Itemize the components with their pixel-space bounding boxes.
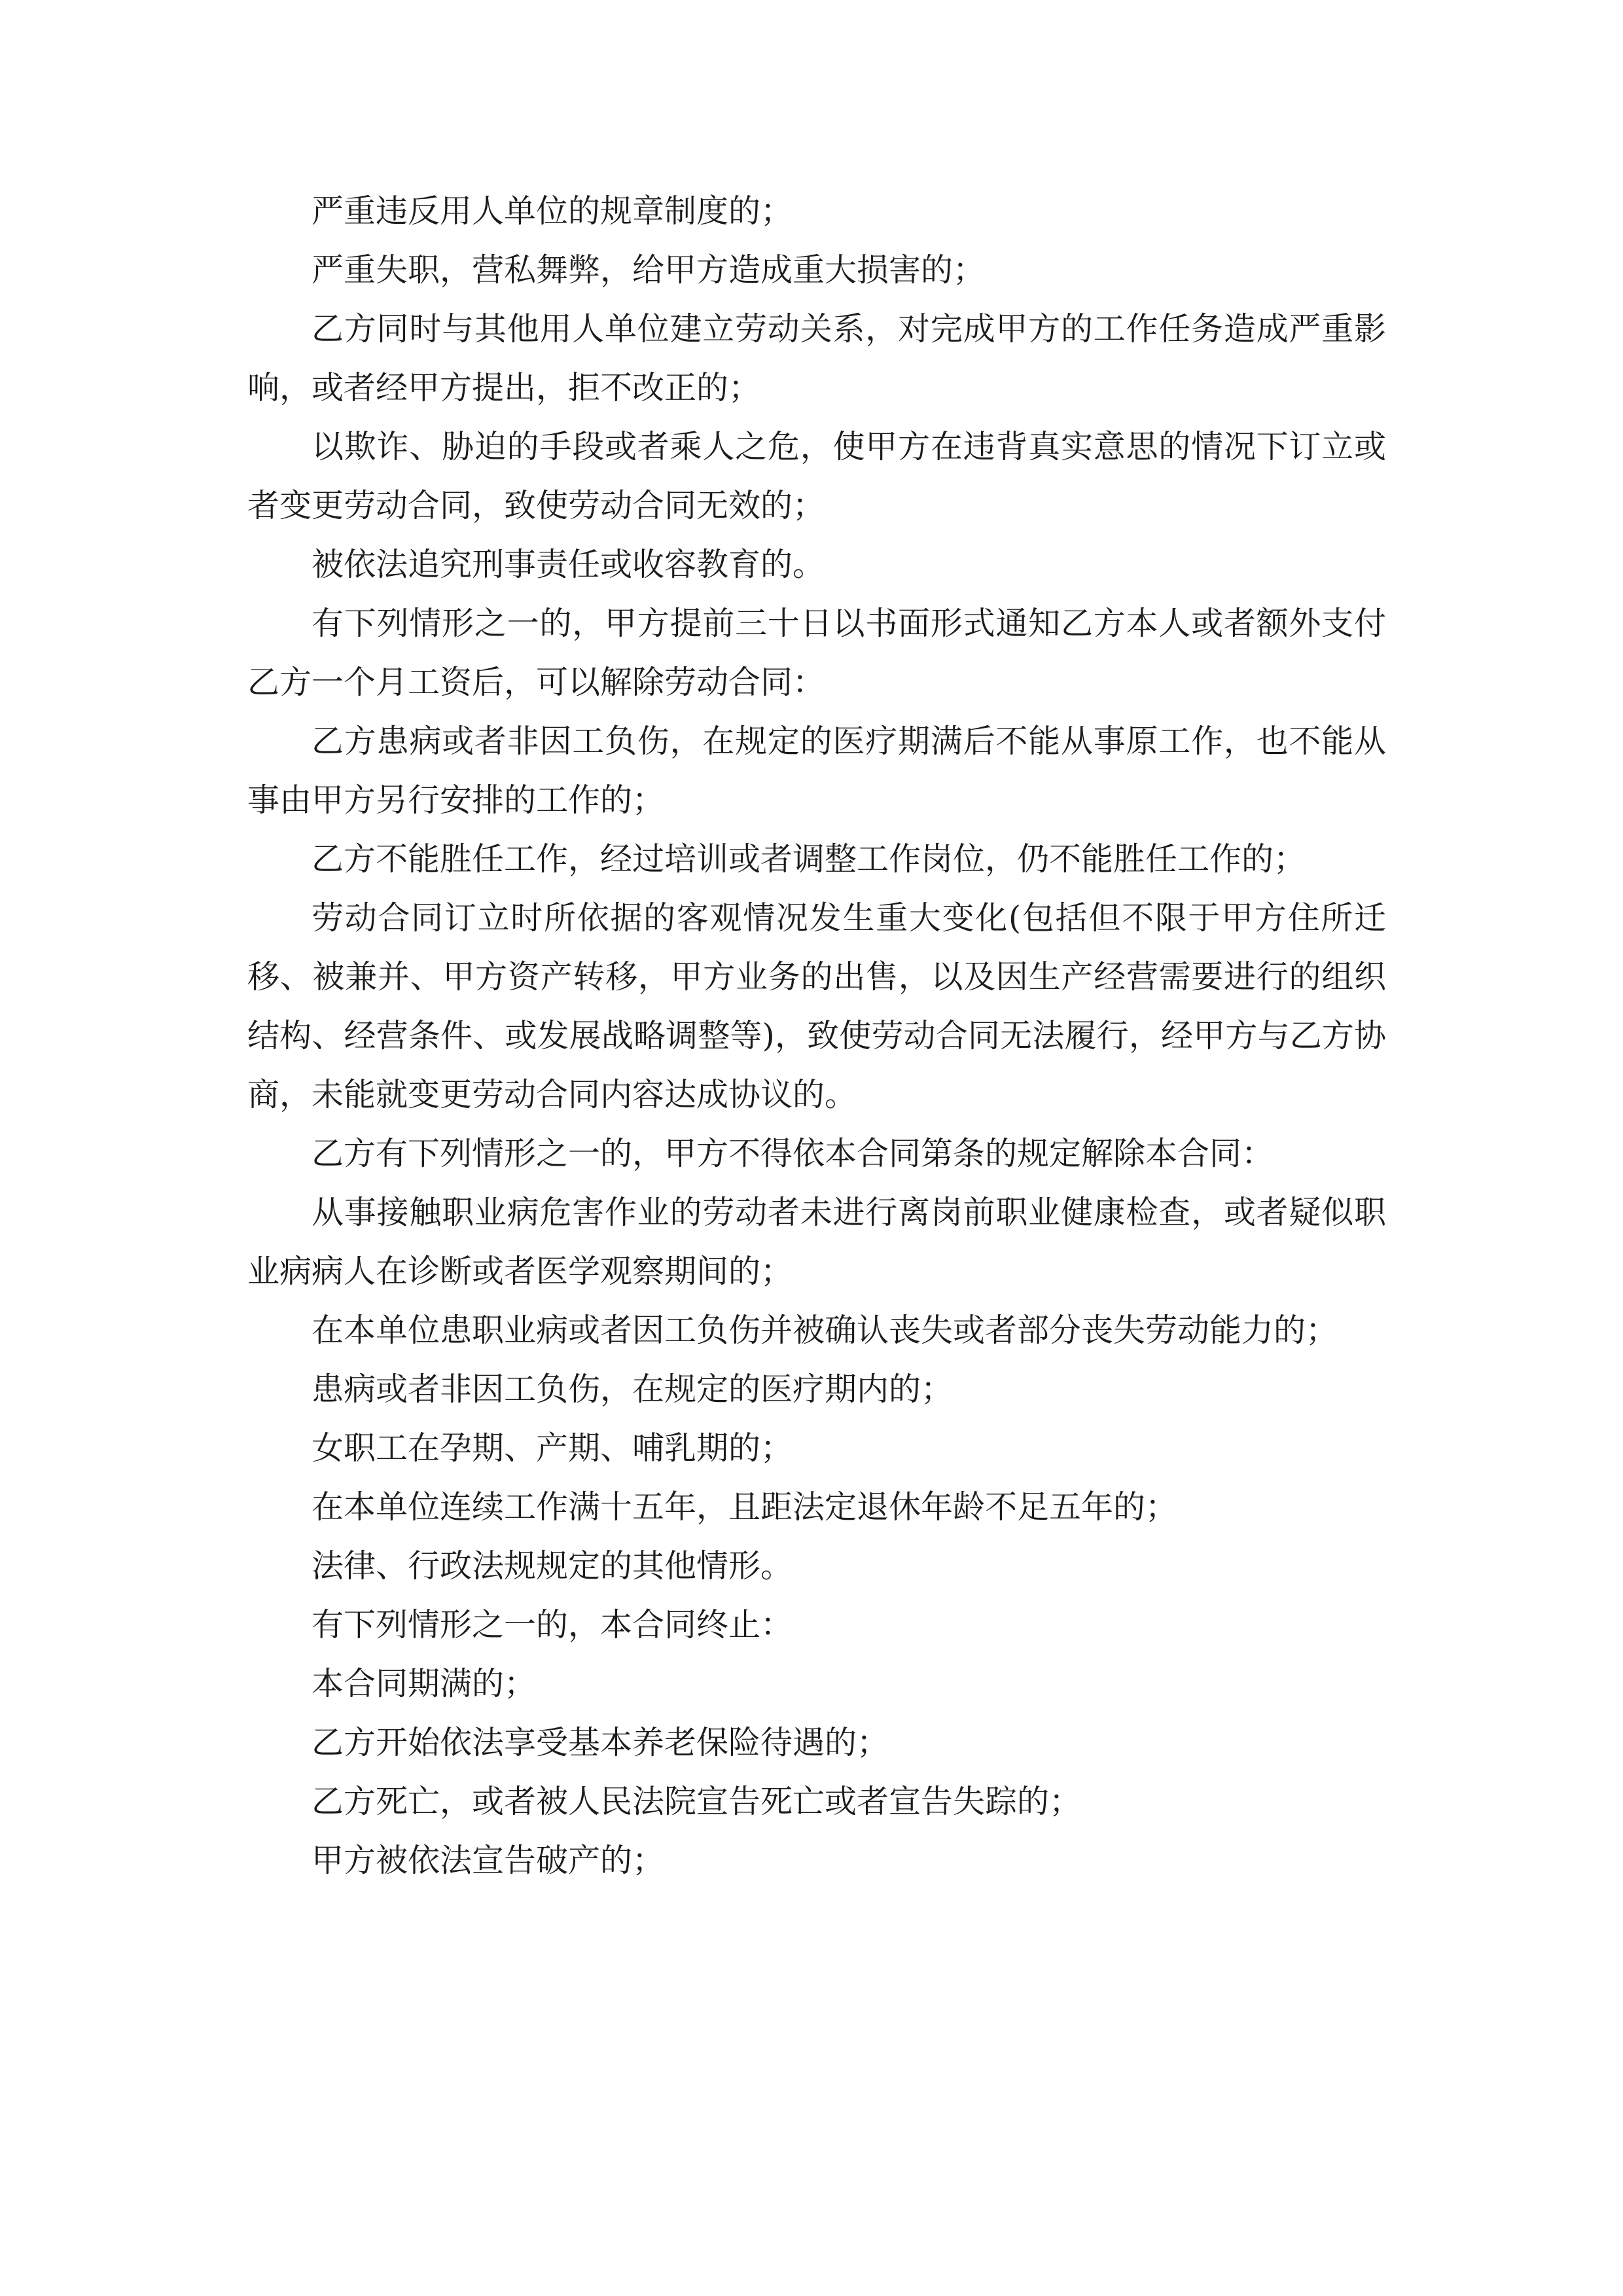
paragraph: 有下列情形之一的，甲方提前三十日以书面形式通知乙方本人或者额外支付乙方一个月工资后，可以解除劳动合同：: [247, 605, 1386, 701]
paragraph: 从事接触职业病危害作业的劳动者未进行离岗前职业健康检查，或者疑似职业病病人在诊断或者医学观察期间的；: [247, 1194, 1386, 1290]
paragraph: 乙方有下列情形之一的，甲方不得依本合同第条的规定解除本合同：: [312, 1135, 1274, 1172]
paragraph: 劳动合同订立时所依据的客观情况发生重大变化(包括但不限于甲方住所迁移、被兼并、甲方资产转移，甲方业务的出售，以及因生产经营需要进行的组织结构、经营条件、或发展战略调整等)，致使劳动合同无法履行，经甲方与乙方协商，未能就变更劳动合同内容达成协议的。: [247, 899, 1386, 1113]
paragraph: 甲方被依法宣告破产的；: [312, 1842, 665, 1879]
paragraph: 在本单位连续工作满十五年，且距法定退休年龄不足五年的；: [312, 1488, 1178, 1526]
paragraph: 乙方同时与其他用人单位建立劳动关系，对完成甲方的工作任务造成严重影响，或者经甲方提出，拒不改正的；: [247, 310, 1386, 406]
paragraph: 被依法追究刑事责任或收容教育的。: [312, 546, 825, 583]
paragraph: 乙方患病或者非因工负伤，在规定的医疗期满后不能从事原工作，也不能从事由甲方另行安排的工作的；: [247, 723, 1386, 819]
paragraph: 有下列情形之一的，本合同终止：: [312, 1606, 793, 1643]
paragraph: 严重失职，营私舞弊，给甲方造成重大损害的；: [312, 251, 986, 289]
paragraph: 严重违反用人单位的规章制度的；: [312, 192, 793, 230]
paragraph: 乙方开始依法享受基本养老保险待遇的；: [312, 1724, 889, 1761]
paragraph: 在本单位患职业病或者因工负伤并被确认丧失或者部分丧失劳动能力的；: [312, 1312, 1338, 1349]
paragraph: 女职工在孕期、产期、哺乳期的；: [312, 1429, 793, 1467]
paragraph: 患病或者非因工负伤，在规定的医疗期内的；: [312, 1371, 954, 1408]
paragraph: 以欺诈、胁迫的手段或者乘人之危，使甲方在违背真实意思的情况下订立或者变更劳动合同，致使劳动合同无效的；: [247, 428, 1386, 524]
paragraph: 法律、行政法规规定的其他情形。: [312, 1547, 793, 1585]
paragraph: 乙方不能胜任工作，经过培训或者调整工作岗位，仍不能胜任工作的；: [312, 840, 1306, 878]
document-body: [247, 182, 1386, 1890]
paragraph: 乙方死亡，或者被人民法院宣告死亡或者宣告失踪的；: [312, 1783, 1082, 1820]
paragraph: 本合同期满的；: [312, 1665, 537, 1702]
